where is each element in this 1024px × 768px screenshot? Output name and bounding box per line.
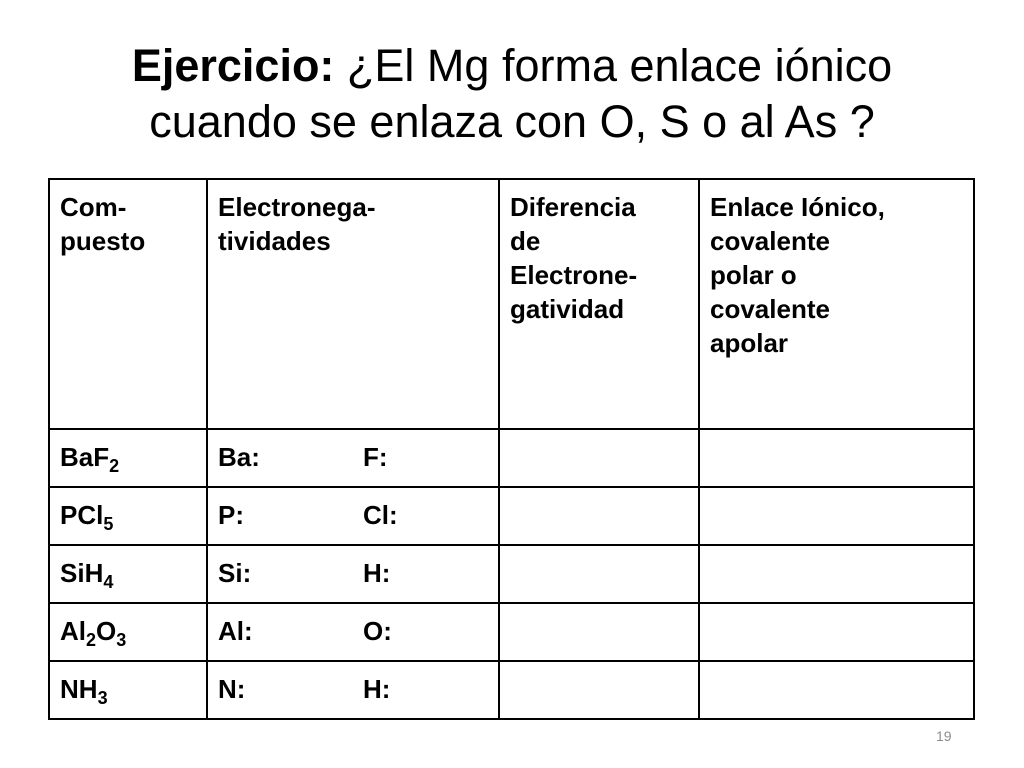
header-bond-type: Enlace Iónico, covalente polar o covalente apolar — [699, 179, 974, 429]
table-row — [49, 603, 974, 661]
difference-cell[interactable] — [499, 545, 699, 603]
difference-cell[interactable] — [499, 661, 699, 719]
header-compound: Com- puesto — [49, 179, 207, 429]
compound-cell: BaF$_2$ — [49, 429, 207, 487]
electronegativity-cell: Si: H: — [207, 545, 499, 603]
bond-type-cell[interactable] — [699, 603, 974, 661]
exercise-table — [48, 178, 975, 720]
electronegativity-cell: N: H: — [207, 661, 499, 719]
electronegativity-cell: Al: O: — [207, 603, 499, 661]
bond-type-cell[interactable] — [699, 545, 974, 603]
compound-cell: $NH_3$ — [49, 661, 207, 719]
table-row — [49, 661, 974, 719]
difference-cell[interactable] — [499, 487, 699, 545]
electronegativity-cell: P: Cl: — [207, 487, 499, 545]
table-header-row — [49, 179, 974, 429]
bond-type-cell[interactable] — [699, 487, 974, 545]
compound-cell: SiH$_4$ — [49, 545, 207, 603]
bond-type-cell[interactable] — [699, 661, 974, 719]
header-difference: Diferencia de Electrone- gatividad — [499, 179, 699, 429]
bond-type-cell[interactable] — [699, 429, 974, 487]
difference-cell[interactable] — [499, 603, 699, 661]
title-line-2: cuando se enlaza con O, S o al As ? — [149, 96, 875, 147]
table-row — [49, 545, 974, 603]
electronegativity-cell: Ba: F: — [207, 429, 499, 487]
difference-cell[interactable] — [499, 429, 699, 487]
compound-cell: $Al_2O_3$ — [49, 603, 207, 661]
header-electronegativities: Electronega- tividades — [207, 179, 499, 429]
table-row — [49, 487, 974, 545]
table-row — [49, 429, 974, 487]
compound-cell: PCl$_5$ — [49, 487, 207, 545]
page-number: 19 — [936, 728, 952, 744]
title-line-1: ¿El Mg forma enlace iónico — [334, 40, 893, 91]
title-prefix: Ejercicio: — [131, 40, 335, 91]
slide-title — [40, 38, 984, 150]
